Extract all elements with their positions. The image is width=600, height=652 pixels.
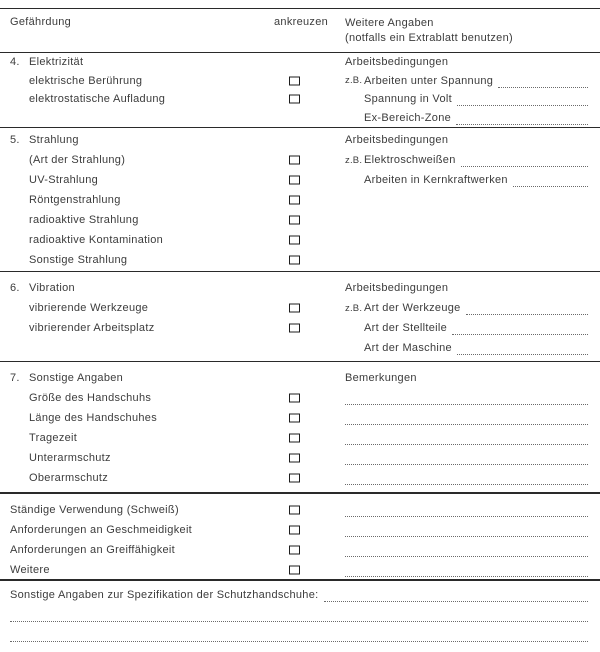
checkbox-anforderungen-greiffaehigkeit[interactable] [289, 546, 300, 555]
hazard-label: elektrische Berührung [29, 74, 143, 87]
hazard-label: radioaktive Strahlung [29, 214, 139, 226]
dotted-field-art-der-werkzeuge[interactable] [466, 301, 588, 315]
checkbox-radioaktive-kontamination[interactable] [289, 236, 300, 245]
section-weitere-anforderungen [0, 492, 600, 579]
checkbox-uv-strahlung[interactable] [289, 176, 300, 185]
dotted-field-extra-3[interactable] [345, 543, 588, 557]
checkbox-radioaktive-strahlung[interactable] [289, 216, 300, 225]
detail-label: Art der Werkzeuge [364, 302, 461, 314]
checkbox-oberarmschutz[interactable] [289, 474, 300, 483]
checkbox-elektrostatische-aufladung[interactable] [289, 95, 300, 104]
form-page [0, 8, 600, 652]
checkbox-laenge-des-handschuhes[interactable] [289, 414, 300, 423]
dotted-field-extra-1[interactable] [345, 503, 588, 517]
column-header-ankreuzen: ankreuzen [274, 16, 329, 28]
dotted-field-ex-bereich-zone[interactable] [456, 111, 588, 125]
dotted-field-spannung-in-volt[interactable] [457, 92, 588, 106]
hazard-label: Unterarmschutz [29, 452, 111, 464]
hazard-row [0, 230, 600, 250]
checkbox-groesse-des-handschuhs[interactable] [289, 394, 300, 403]
checkbox-vibrierende-werkzeuge[interactable] [289, 304, 300, 313]
checkbox-anforderungen-geschmeidigkeit[interactable] [289, 526, 300, 535]
section-title: Elektrizität [29, 56, 84, 69]
right-heading: Arbeitsbedingungen [345, 134, 449, 146]
hazard-row [0, 250, 600, 270]
detail-row [345, 90, 588, 109]
checkbox-vibrierender-arbeitsplatz[interactable] [289, 324, 300, 333]
section-7-sonstige-angaben [0, 361, 600, 492]
zb-prefix: z.B. [345, 154, 363, 166]
footer-label: Sonstige Angaben zur Spezifikation der Schutzhandschuhe: [10, 589, 319, 601]
hazard-label: Anforderungen an Geschmeidigkeit [10, 524, 193, 536]
section-4-elektrizitaet [0, 52, 600, 127]
detail-label: Art der Maschine [364, 342, 452, 354]
detail-row [345, 150, 588, 170]
dotted-field-bemerkung-4[interactable] [345, 451, 588, 465]
hazard-label: Oberarmschutz [29, 472, 109, 484]
dotted-field-arbeiten-unter-spannung[interactable] [498, 74, 588, 88]
checkbox-elektrische-beruehrung[interactable] [289, 76, 300, 85]
section-number: 7. [10, 372, 20, 384]
right-heading-row [345, 130, 588, 150]
hazard-label: Sonstige Strahlung [29, 254, 128, 266]
hazard-label: Röntgenstrahlung [29, 194, 121, 206]
column-header-gefaehrdung: Gefährdung [10, 16, 72, 28]
hazard-row [0, 210, 600, 230]
section-title: Strahlung [29, 134, 79, 146]
hazard-label: radioaktive Kontamination [29, 234, 164, 246]
section-footer-spezifikation [0, 579, 600, 644]
dotted-field-bemerkung-5[interactable] [345, 471, 588, 485]
section-number: 4. [10, 56, 20, 69]
checkbox-roentgenstrahlung[interactable] [289, 196, 300, 205]
right-heading-row [345, 53, 588, 72]
section-number: 5. [10, 134, 20, 146]
section-title: Sonstige Angaben [29, 372, 124, 384]
hazard-label: UV-Strahlung [29, 174, 99, 186]
column-header-weitere-angaben [345, 16, 513, 46]
column-header-weitere-angaben-note: (notfalls ein Extrablatt benutzen) [345, 32, 513, 44]
dotted-field-extra-4[interactable] [345, 563, 588, 577]
section-number: 6. [10, 282, 20, 294]
checkbox-weitere[interactable] [289, 566, 300, 575]
hazard-label: (Art der Strahlung) [29, 154, 126, 166]
right-heading: Bemerkungen [345, 372, 417, 384]
hazard-label: Größe des Handschuhs [29, 392, 152, 404]
dotted-field-bemerkung-1[interactable] [345, 391, 588, 405]
right-heading: Arbeitsbedingungen [345, 282, 449, 294]
checkbox-unterarmschutz[interactable] [289, 454, 300, 463]
hazard-label: Ständige Verwendung (Schweiß) [10, 504, 179, 516]
checkbox-sonstige-strahlung[interactable] [289, 256, 300, 265]
detail-row [345, 170, 588, 190]
zb-prefix: z.B. [345, 75, 363, 87]
hazard-row [0, 190, 600, 210]
zb-prefix: z.B. [345, 302, 363, 314]
detail-label: Arbeiten in Kernkraftwerken [364, 174, 508, 186]
detail-label: Art der Stellteile [364, 322, 448, 334]
footer-label-row [0, 585, 600, 605]
detail-row [345, 72, 588, 91]
checkbox-art-der-strahlung[interactable] [289, 156, 300, 165]
dotted-field-spezifikation-2[interactable] [10, 608, 588, 622]
hazard-label: elektrostatische Aufladung [29, 93, 166, 106]
detail-row [345, 318, 588, 338]
detail-label: Spannung in Volt [364, 93, 452, 106]
section-5-strahlung [0, 127, 600, 271]
right-heading-row [345, 368, 588, 388]
detail-label: Arbeiten unter Spannung [364, 74, 494, 87]
hazard-label: Weitere [10, 564, 50, 576]
detail-row [345, 298, 588, 318]
right-heading: Arbeitsbedingungen [345, 56, 449, 69]
hazard-label: vibrierender Arbeitsplatz [29, 322, 155, 334]
dotted-field-art-der-stellteile[interactable] [452, 321, 588, 335]
dotted-field-extra-2[interactable] [345, 523, 588, 537]
section-6-vibration [0, 271, 600, 361]
dotted-field-spezifikation-1[interactable] [324, 588, 589, 602]
dotted-field-spezifikation-3[interactable] [10, 628, 588, 642]
dotted-field-kernkraftwerke[interactable] [513, 173, 588, 187]
detail-label: Elektroschweißen [364, 154, 456, 166]
hazard-label: vibrierende Werkzeuge [29, 302, 149, 314]
hazard-label: Anforderungen an Greiffähigkeit [10, 544, 176, 556]
dotted-field-bemerkung-2[interactable] [345, 411, 588, 425]
dotted-field-bemerkung-3[interactable] [345, 431, 588, 445]
dotted-field-art-der-maschine[interactable] [457, 341, 588, 355]
table-header [0, 8, 600, 52]
checkbox-tragezeit[interactable] [289, 434, 300, 443]
detail-row [345, 338, 588, 358]
detail-row [345, 109, 588, 128]
section-title: Vibration [29, 282, 75, 294]
hazard-label: Tragezeit [29, 432, 78, 444]
right-heading-row [345, 278, 588, 298]
checkbox-staendige-verwendung-schweiss[interactable] [289, 506, 300, 515]
detail-label: Ex-Bereich-Zone [364, 111, 452, 124]
dotted-field-elektroschweissen[interactable] [461, 153, 588, 167]
hazard-label: Länge des Handschuhes [29, 412, 158, 424]
column-header-weitere-angaben-line1: Weitere Angaben [345, 17, 434, 29]
